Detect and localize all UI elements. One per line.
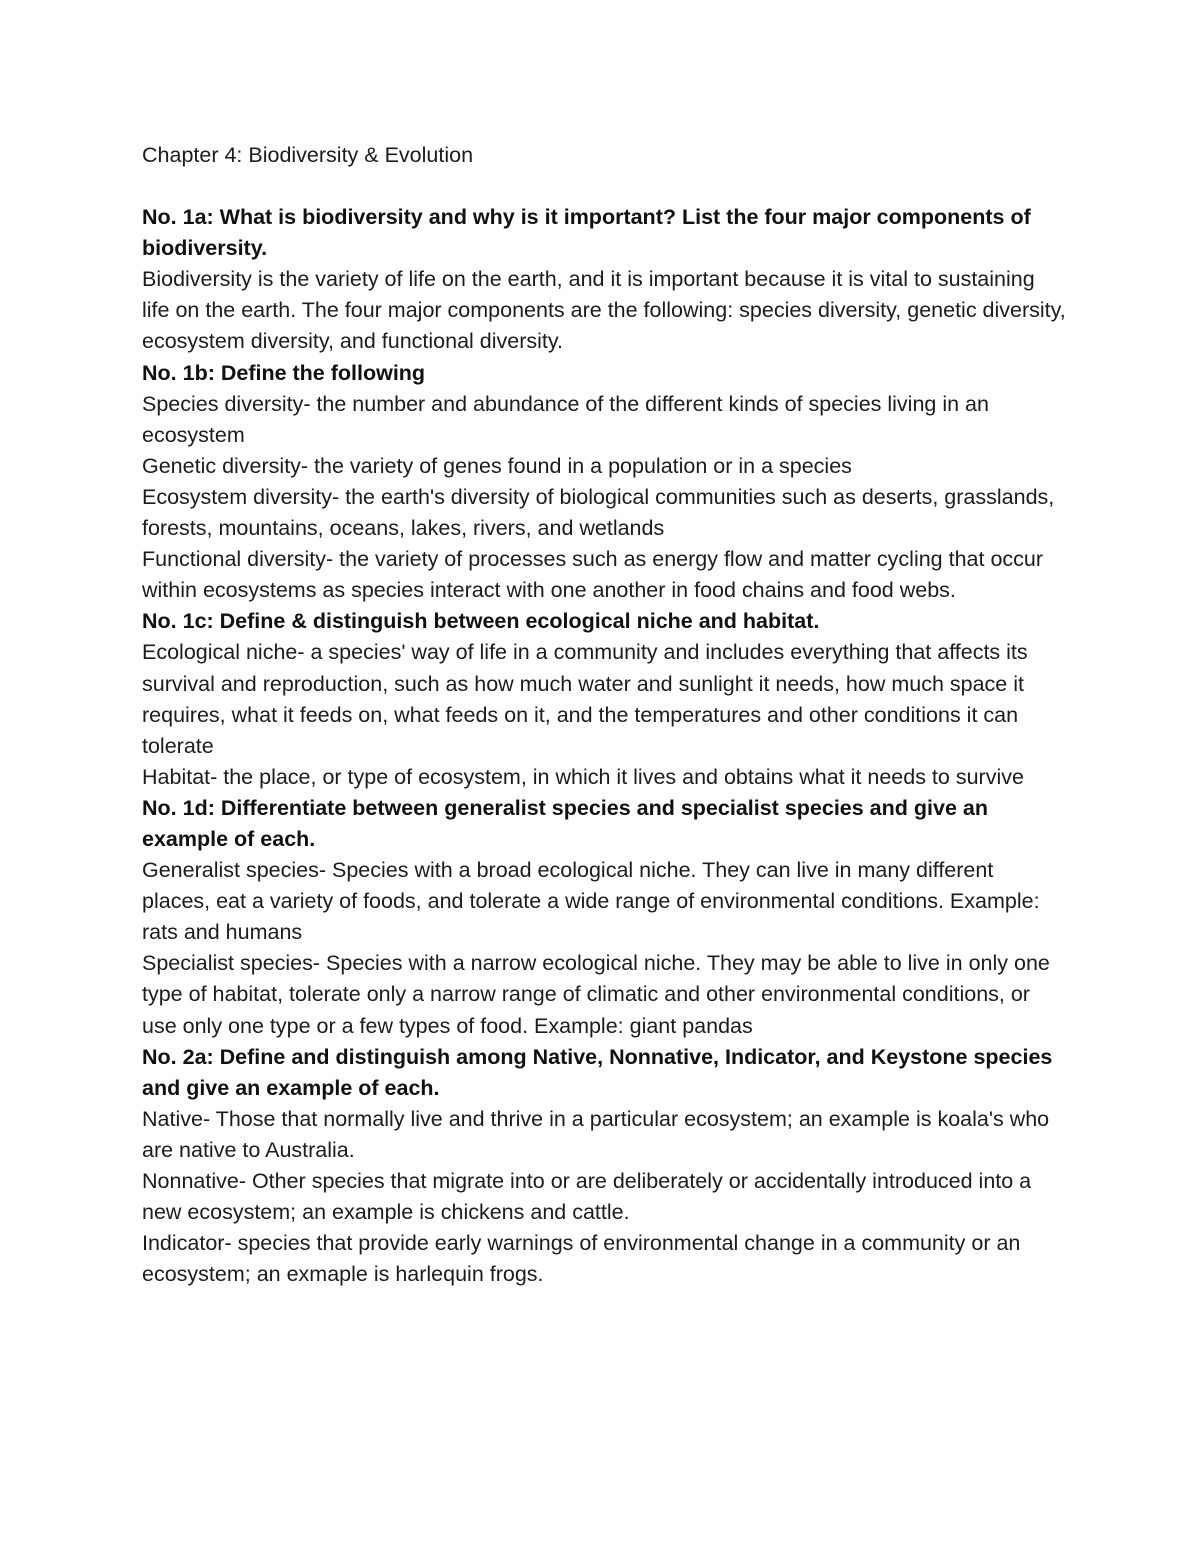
document-page (142, 140, 1067, 1290)
definition-native: Native- Those that normally live and thrive in a particular ecosystem; an example is koala's who are native to Australia. (142, 1106, 1050, 1162)
definition-genetic-diversity: Genetic diversity- the variety of genes found in a population or in a species (142, 453, 852, 478)
definition-ecological-niche: Ecological niche- a species' way of life in a community and includes everything that affects its survival and reproduction, such as how much water and sunlight it needs, how much space it requires, what it feeds on, what feeds on it, and the temperatures and other conditions it can tolerate (142, 640, 1028, 758)
chapter-title: Chapter 4: Biodiversity & Evolution (142, 143, 474, 167)
question-1d: No. 1d: Differentiate between generalist species and specialist species and give an example of each. (142, 795, 988, 851)
question-1a: No. 1a: What is biodiversity and why is it important? List the four major components of biodiversity. (142, 205, 1031, 261)
question-2a: No. 2a: Define and distinguish among Native, Nonnative, Indicator, and Keystone species and give an example of each. (142, 1044, 1053, 1100)
question-1b: No. 1b: Define the following (142, 360, 426, 385)
definition-functional-diversity: Functional diversity- the variety of processes such as energy flow and matter cycling that occur within ecosystems as species interact with one another in food chains and food webs. (142, 547, 1044, 603)
question-1c: No. 1c: Define & distinguish between ecological niche and habitat. (142, 609, 820, 634)
definition-generalist-species: Generalist species- Species with a broad ecological niche. They can live in many different places, eat a variety of foods, and tolerate a wide range of environmental conditions. Example: rats and humans (142, 858, 1040, 945)
definition-habitat: Habitat- the place, or type of ecosystem, in which it lives and obtains what it needs to survive (142, 764, 1024, 789)
answer-1a: Biodiversity is the variety of life on the earth, and it is important because it is vital to sustaining life on the earth. The four major components are the following: species diversity, genetic diversity, ecosystem diversity, and functional diversity. (142, 267, 1066, 354)
definition-nonnative: Nonnative- Other species that migrate into or are deliberately or accidentally introduced into a new ecosystem; an example is chickens and cattle. (142, 1169, 1032, 1225)
definition-specialist-species: Specialist species- Species with a narrow ecological niche. They may be able to live in only one type of habitat, tolerate only a narrow range of climatic and other environmental conditions, or use only one type or a few types of food. Example: giant pandas (142, 951, 1050, 1038)
definition-species-diversity: Species diversity- the number and abundance of the different kinds of species living in an ecosystem (142, 391, 989, 447)
definition-indicator: Indicator- species that provide early warnings of environmental change in a community or an ecosystem; an exmaple is harlequin frogs. (142, 1231, 1021, 1287)
definition-ecosystem-diversity: Ecosystem diversity- the earth's diversity of biological communities such as deserts, grasslands, forests, mountains, oceans, lakes, rivers, and wetlands (142, 484, 1055, 541)
